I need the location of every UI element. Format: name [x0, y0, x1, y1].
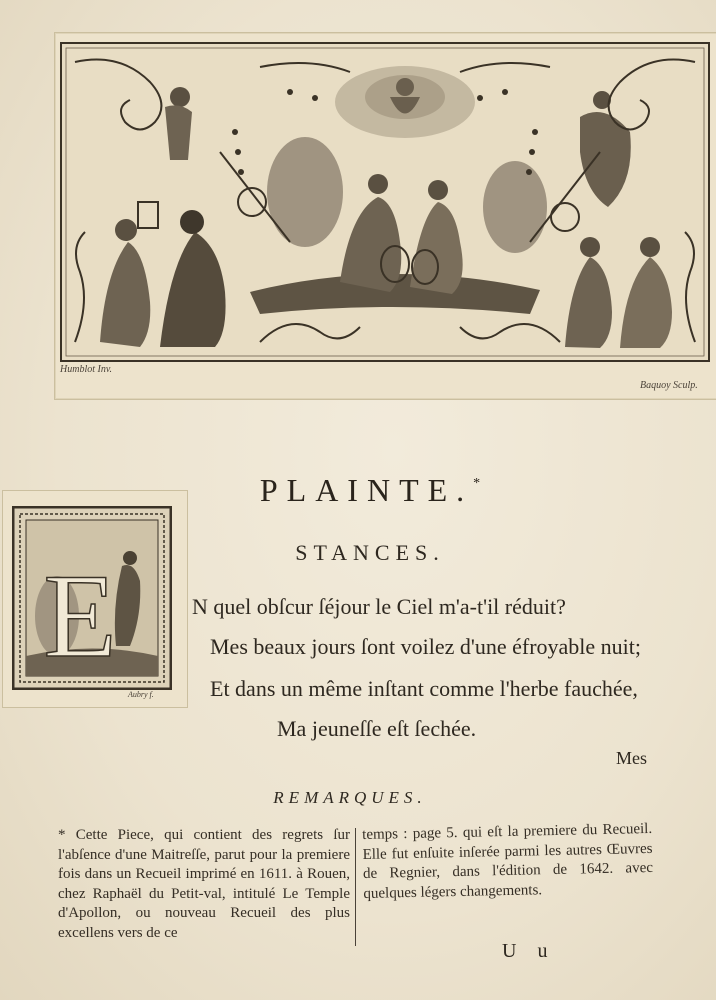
signature-mark: U u — [502, 940, 556, 962]
verse-line-4: Ma jeuneſſe eſt ſechée. — [277, 716, 477, 741]
tree-right — [483, 161, 547, 253]
tree-left — [267, 137, 343, 247]
decorated-initial — [12, 506, 172, 690]
engraving-credit-engraver: Baquoy Sculp. — [640, 380, 698, 391]
note-column-left: * Cette Piece, qui contient des regrets ſur l'abſence d'une Maitreſſe, parut pour la premiere fois dans un Recueil imprimé en 1611. à Rouen, chez Raphaël du Petit-val, intitulé Le Temple d'Apollon, ou nouveau Recueil des plus excellens vers de ce — [58, 827, 350, 941]
footnote-mark: * — [473, 476, 481, 491]
poem-subtitle: STANCES. — [295, 540, 445, 565]
headpiece-engraving — [60, 42, 710, 362]
verse-line-1: N quel obſcur ſéjour le Ciel m'a-t'il réduit? — [192, 594, 566, 619]
verse-line-2: Mes beaux jours ſont voilez d'une éfroyable nuit; — [210, 634, 642, 659]
poem-title-text: PLAINTE. — [259, 472, 474, 508]
verse-line-3: Et dans un même inſtant comme l'herbe fauchée, — [210, 676, 638, 701]
catchword: Mes — [616, 748, 647, 768]
cherub — [396, 78, 414, 96]
engraving-credit-inventor: Humblot Inv. — [60, 364, 113, 375]
column-rule — [355, 828, 356, 946]
initial-letter: E — [43, 549, 117, 682]
remarques-heading: REMARQUES. — [273, 788, 427, 807]
lettrine-credit: Aubry f. — [128, 690, 154, 699]
note-column-right: temps : page 5. qui eſt la premiere du Recueil. Elle fut enſuite inſerée parmi les autres Œuvres de Regnier, dans l'édition de 1642. avec quelques légers changements. — [362, 820, 654, 902]
poem-title — [200, 472, 540, 509]
